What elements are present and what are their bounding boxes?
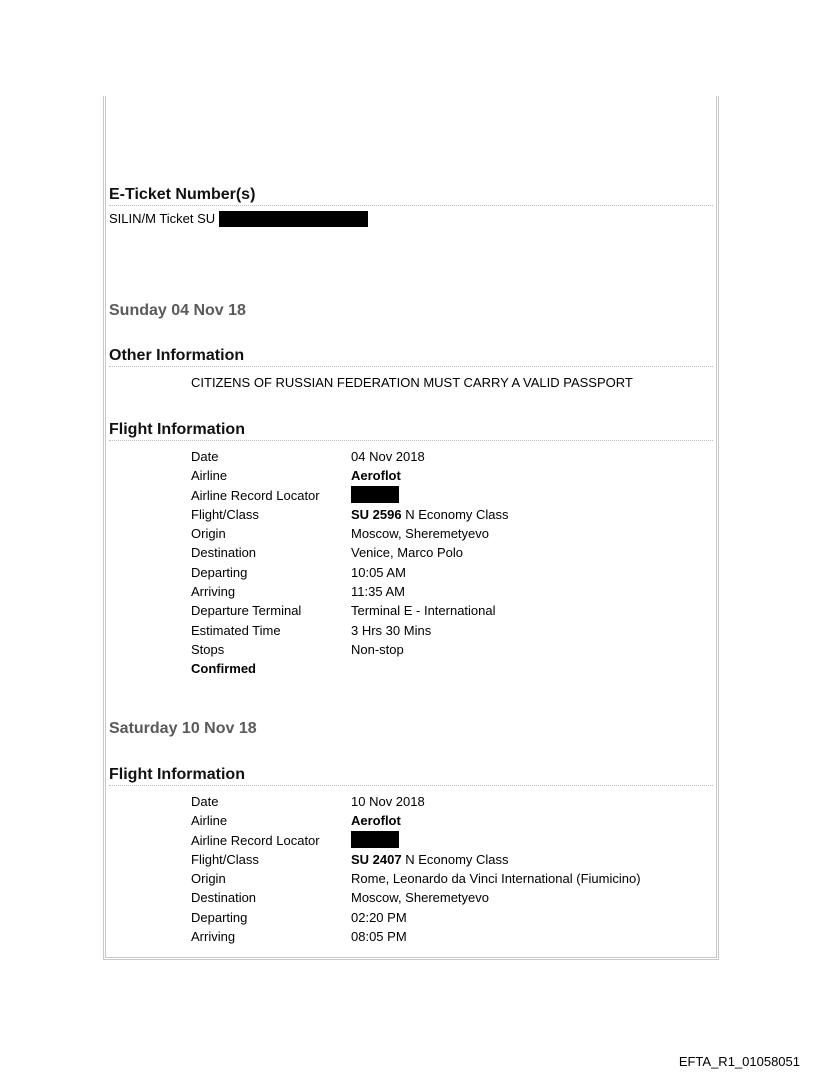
value-arriving: 11:35 AM [351,584,405,600]
row-est-time [191,621,509,640]
value-dep-terminal: Terminal E - International [351,603,496,619]
value-airline: Aeroflot [351,813,401,829]
value-class: N Economy Class [401,506,509,522]
label-date: Date [191,449,219,464]
label-stops: Stops [191,641,225,657]
row-origin [191,869,641,888]
row-arriving [191,927,641,946]
label-airline: Airline [191,813,228,829]
value-class: N Economy Class [401,851,509,867]
redacted-locator [351,831,399,848]
value-est-time: 3 Hrs 30 Mins [351,622,432,638]
value-destination: Moscow, Sheremetyevo [351,890,490,906]
value-date: 04 Nov 2018 [351,449,425,464]
label-arriving: Arriving [191,929,236,945]
label-airline: Airline [191,468,228,484]
document-id: EFTA_R1_01058051 [678,1054,800,1069]
label-date: Date [191,794,219,809]
row-date [191,792,641,811]
row-locator [191,486,509,505]
value-origin: Rome, Leonardo da Vinci International (Fiumicino) [351,871,641,887]
row-origin [191,524,509,543]
label-locator: Airline Record Locator [191,832,320,848]
day-heading-2: Saturday 10 Nov 18 [109,720,257,737]
value-departing: 02:20 PM [351,909,407,925]
flight-details-1 [191,447,509,679]
day-heading-1: Sunday 04 Nov 18 [109,302,246,319]
row-flight-class [191,850,641,869]
row-airline [191,466,509,485]
value-flight-number: SU 2596 [351,506,402,522]
row-status [191,659,509,678]
row-date [191,447,509,466]
label-origin: Origin [191,871,226,887]
label-flight-class: Flight/Class [191,506,259,522]
eticket-prefix: SILIN/M Ticket SU [109,211,216,226]
row-departing [191,563,509,582]
flight-info-heading-1: Flight Information [109,420,713,441]
label-destination: Destination [191,545,257,561]
eticket-heading: E-Ticket Number(s) [109,185,713,206]
value-airline: Aeroflot [351,468,401,484]
status-confirmed: Confirmed [191,661,256,677]
row-arriving [191,582,509,601]
label-dep-terminal: Departure Terminal [191,603,302,619]
row-locator [191,831,641,850]
label-origin: Origin [191,526,226,542]
row-airline [191,811,641,830]
flight-details-2 [191,792,641,946]
label-destination: Destination [191,890,257,906]
label-flight-class: Flight/Class [191,851,259,867]
passport-notice: CITIZENS OF RUSSIAN FEDERATION MUST CARRY A VALID PASSPORT [191,375,633,390]
value-date: 10 Nov 2018 [351,794,425,809]
redacted-ticket-number [219,211,368,227]
flight-info-heading-2: Flight Information [109,765,713,786]
row-destination [191,543,509,562]
other-info-heading: Other Information [109,346,713,367]
row-destination [191,888,641,907]
row-departing [191,908,641,927]
value-arriving: 08:05 PM [351,929,407,945]
row-dep-terminal [191,601,509,620]
label-arriving: Arriving [191,584,236,600]
label-est-time: Estimated Time [191,622,281,638]
redacted-locator [351,486,399,503]
label-departing: Departing [191,564,248,580]
value-flight-number: SU 2407 [351,851,402,867]
eticket-line [109,211,368,227]
row-stops [191,640,509,659]
label-locator: Airline Record Locator [191,487,320,503]
value-destination: Venice, Marco Polo [351,545,464,561]
row-flight-class [191,505,509,524]
value-origin: Moscow, Sheremetyevo [351,526,490,542]
label-departing: Departing [191,909,248,925]
value-departing: 10:05 AM [351,564,406,580]
value-stops: Non-stop [351,641,404,657]
